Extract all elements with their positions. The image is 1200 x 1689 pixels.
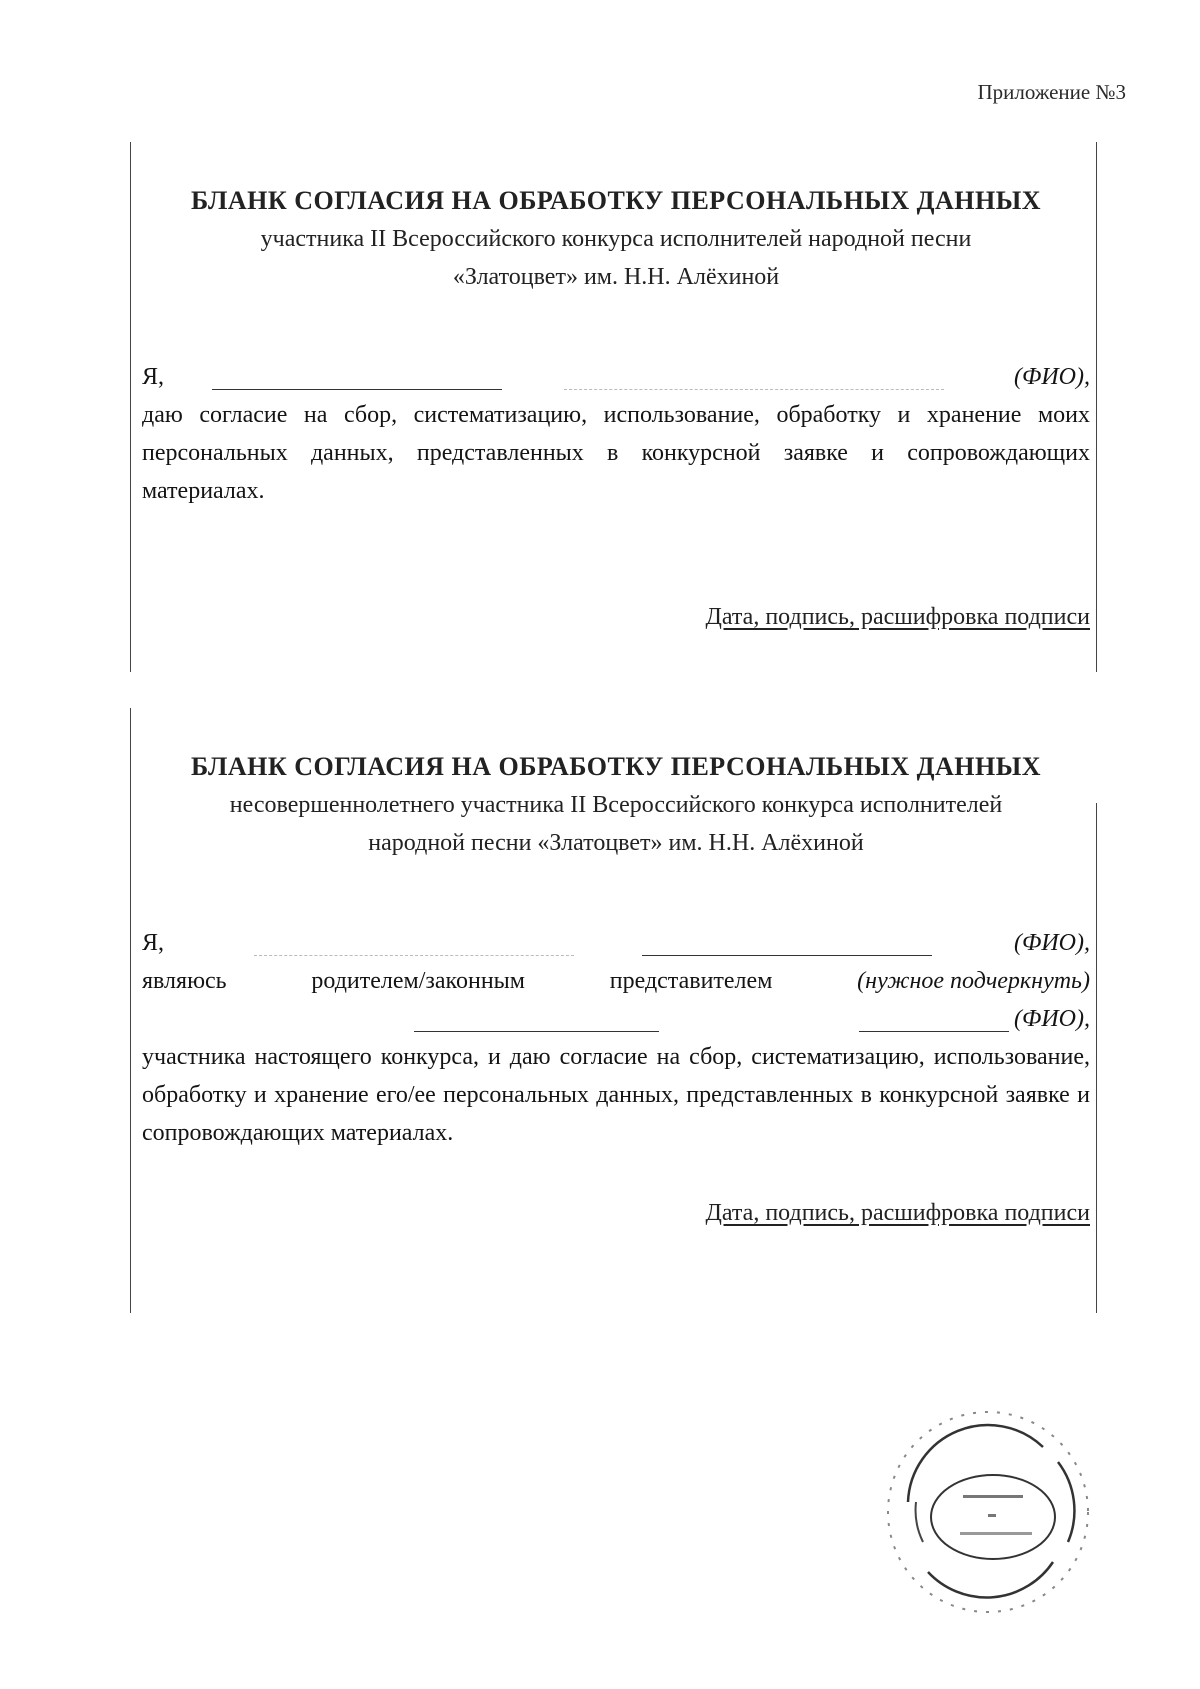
form-title: БЛАНК СОГЛАСИЯ НА ОБРАБОТКУ ПЕРСОНАЛЬНЫХ ДАННЫХ	[190, 752, 1042, 781]
consent-form-minor	[130, 708, 1098, 1313]
form-border-left	[130, 708, 131, 1313]
signature-label: Дата, подпись, расшифровка подписи	[705, 1200, 1090, 1226]
i-prefix: Я,	[142, 930, 165, 956]
parent-word: являюсь	[142, 968, 227, 994]
form-border-left	[130, 142, 131, 672]
fio-input-line[interactable]	[164, 934, 1014, 962]
consent-text: даю согласие на сбор, систематизацию, использование, обработку и хранение моих персональных данных, представленных в конкурсной заявке и сопровождающих материалах.	[142, 402, 1090, 504]
form-subtitle: несовершеннолетнего участника II Всероссийского конкурса исполнителей	[229, 792, 1003, 818]
representative-fio-line	[142, 1000, 1090, 1038]
choose-note: (нужное подчеркнуть)	[857, 968, 1090, 994]
parent-line	[142, 962, 1090, 1000]
form-subtitle: «Златоцвет» им. Н.Н. Алёхиной	[452, 264, 780, 290]
consent-text: участника настоящего конкурса, и даю согласие на сбор, систематизацию, использование, обработку и хранение его/ее персональных данных, представленных в конкурсной заявке и сопровождающих материалах.	[142, 1044, 1090, 1146]
fio-line	[142, 358, 1090, 396]
parent-word: родителем/законным	[311, 968, 525, 994]
form-border-right	[1096, 803, 1097, 1313]
form-subtitle: народной песни «Златоцвет» им. Н.Н. Алёхиной	[368, 830, 864, 856]
round-stamp-icon	[868, 1392, 1108, 1632]
appendix-label: Приложение №3	[977, 80, 1126, 104]
fio-label: (ФИО),	[1014, 930, 1090, 956]
fio-input-line[interactable]	[164, 368, 1014, 396]
representative-fio-input-line[interactable]	[414, 1010, 1014, 1038]
consent-form-adult	[130, 142, 1098, 672]
form-subtitle: участника II Всероссийского конкурса исполнителей народной песни	[260, 226, 972, 252]
fio-line	[142, 924, 1090, 962]
signature-label: Дата, подпись, расшифровка подписи	[705, 604, 1090, 630]
fio-label: (ФИО),	[1014, 1006, 1090, 1032]
form-title: БЛАНК СОГЛАСИЯ НА ОБРАБОТКУ ПЕРСОНАЛЬНЫХ ДАННЫХ	[190, 186, 1042, 215]
form-border-right	[1096, 142, 1097, 672]
parent-word: представителем	[609, 968, 773, 994]
i-prefix: Я,	[142, 364, 165, 390]
fio-label: (ФИО),	[1014, 364, 1090, 390]
